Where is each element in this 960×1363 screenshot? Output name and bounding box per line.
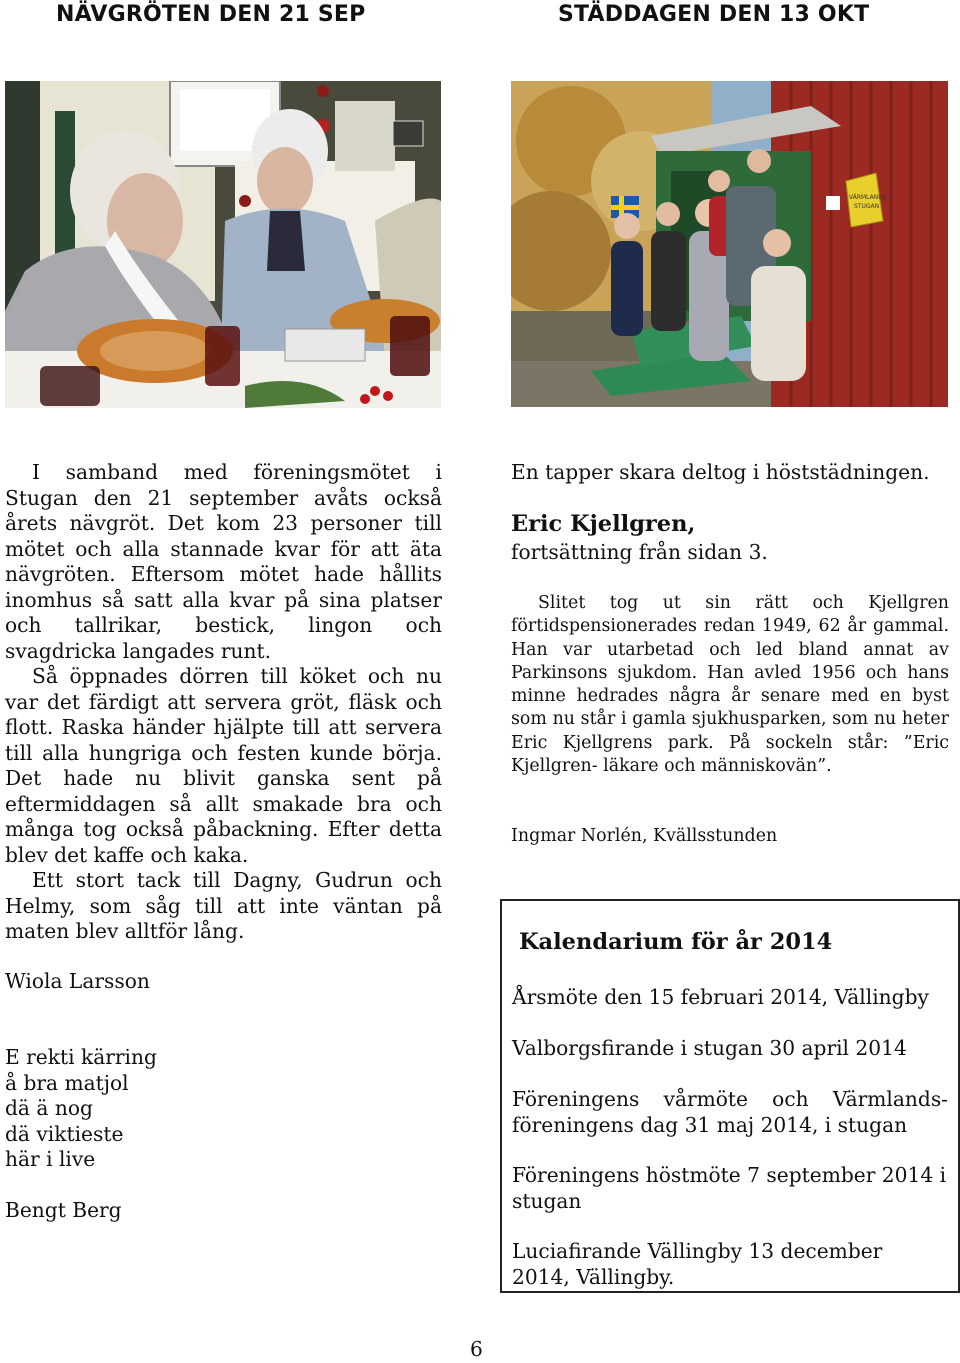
calendar-item: Föreningens vårmöte och Värmlands-föreningens dag 31 maj 2014, i stugan — [512, 1087, 948, 1137]
sign-line-2: STUGAN — [854, 203, 880, 210]
poem-line: dä viktieste — [5, 1121, 124, 1146]
right-article-body — [511, 592, 949, 778]
page-number: 6 — [470, 1337, 483, 1361]
paragraph-2: Så öppnades dörren till köket och nu var det färdigt att servera gröt, fläsk och flott. Raska händer hjälpte till att servera till alla hungriga och festen kunde börja. Det hade nu blivit ganska sent på eftermiddagen så allt smakade bra och många tog också påbackning. Efter detta blev det kaffe och kaka. — [5, 664, 442, 867]
article-body: Slitet tog ut sin rätt och Kjellgren förtidspensionerades redan 1949, 62 år gammal. Han var utarbetad och led bland annat av Parkinsons sjukdom. Han avled 1956 och hans minne hedrades några år senare med en byst som nu står i gamla sjukhusparken, som nu heter Eric Kjellgrens park. På sockeln står: ”Eric Kjellgren- läkare och människovän”. — [511, 593, 949, 777]
continued-note: fortsättning från sidan 3. — [511, 540, 768, 564]
poem-line: E rekti kärring — [5, 1045, 157, 1069]
left-author: Wiola Larsson — [5, 969, 150, 993]
calendar-title: Kalendarium för år 2014 — [519, 929, 833, 955]
paragraph-1: I samband med föreningsmötet i Stugan den 21 september avåts också årets nävgröt. Det kom 23 personer till mötet och alla stannade kvar för att äta nävgröten. Eftersom mötet hade hållits inomhus så satt alla kvar på sina platser och tallrikar, bestick, lingon och svagdricka langades runt. — [5, 460, 442, 663]
article-title: Eric Kjellgren, — [511, 511, 696, 537]
heading-left: NÄVGRÖTEN DEN 21 SEP — [56, 2, 366, 27]
poem — [5, 1045, 157, 1173]
calendar-box — [500, 899, 960, 1293]
calendar-item: Valborgsfirande i stugan 30 april 2014 — [512, 1036, 907, 1060]
left-article — [5, 460, 442, 945]
cleaning-day-photo — [511, 81, 948, 407]
article-source: Ingmar Norlén, Kvällsstunden — [511, 826, 778, 846]
poem-line: dä ä nog — [5, 1096, 93, 1120]
poem-author: Bengt Berg — [5, 1198, 122, 1222]
sign-line-1: VÄRMLANDS — [849, 194, 887, 201]
dinner-photo — [5, 81, 441, 408]
poem-line: å bra matjol — [5, 1070, 129, 1095]
poem-line: här i live — [5, 1147, 96, 1171]
heading-right: STÄDDAGEN DEN 13 OKT — [558, 2, 870, 27]
photo-caption: En tapper skara deltog i höststädningen. — [511, 460, 930, 484]
paragraph-3: Ett stort tack till Dagny, Gudrun och Helmy, som såg till att inte väntan på maten blev alltför lång. — [5, 868, 442, 943]
calendar-item: Årsmöte den 15 februari 2014, Vällingby — [512, 985, 929, 1009]
calendar-item: Föreningens höstmöte 7 september 2014 i stugan — [512, 1163, 947, 1213]
calendar-item: Luciafirande Vällingby 13 december 2014, Vällingby. — [512, 1239, 883, 1289]
